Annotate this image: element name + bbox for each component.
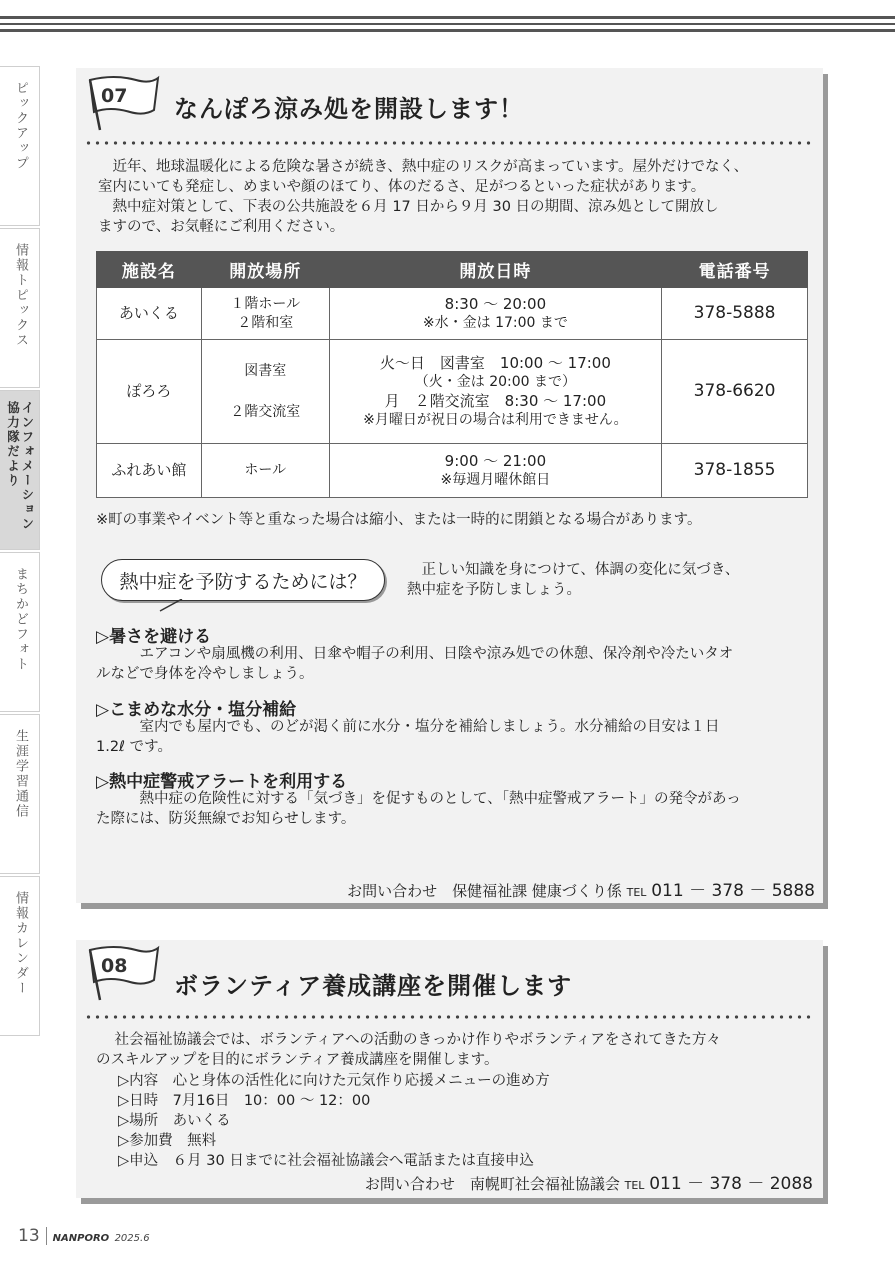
contact-number: 011 － 378 － 2088 — [649, 1174, 813, 1194]
contact-line — [347, 876, 815, 901]
paragraph: ますので、お気軽にご利用ください。 — [98, 219, 345, 235]
tab-label: ピックアップ — [12, 81, 28, 171]
open-hours: 9:00 ～ 21:00 ※毎週月曜休館日 — [329, 444, 662, 498]
article-cool-spot — [76, 68, 823, 903]
article-number: 08 — [101, 955, 128, 977]
event-details — [118, 1071, 798, 1171]
open-place: １階ホール ２階和室 — [201, 288, 329, 340]
open-hours: 8:30 ～ 20:00 ※水・金は 17:00 まで — [329, 288, 662, 340]
column-header: 電話番号 — [662, 252, 808, 288]
article-volunteer — [76, 940, 823, 1198]
bubble-tail — [156, 598, 186, 617]
tab-label: インフォメーション協力隊だより — [5, 401, 35, 532]
tab-topics[interactable] — [0, 228, 40, 388]
facility-name: ぽろろ — [97, 340, 202, 444]
section-body: 室内でも屋内でも、のどが渇く前に水分・塩分を補給しましょう。水分補給の目安は１日 1.2ℓ です。 — [96, 719, 720, 755]
section-heading: ▷熱中症警戒アラートを利用する — [96, 772, 348, 792]
issue-date: 2025.6 — [114, 1233, 150, 1244]
paragraph: 近年、地球温暖化による危険な暑さが続き、熱中症のリスクが高まっています。屋外だけでなく、 — [112, 159, 749, 175]
contact-label: お問い合わせ 南幌町社会福祉協議会 — [364, 1175, 620, 1193]
tab-lifelong-learning[interactable] — [0, 714, 40, 874]
paragraph: 室内にいても発症し、めまいや顔のほてり、体のだるさ、足がつるといった症状があります。 — [98, 179, 706, 195]
dotted-divider — [84, 140, 815, 146]
open-place: 図書室 ２階交流室 — [201, 340, 329, 444]
magazine-brand: NANPORO — [52, 1233, 110, 1244]
detail-item: ▷申込 ６月 30 日までに社会福祉協議会へ電話または直接申込 — [118, 1153, 534, 1169]
paragraph: 熱中症対策として、下表の公共施設を６月 17 日から９月 30 日の期間、涼み処として開放し — [112, 199, 719, 215]
facility-name: ふれあい館 — [97, 444, 202, 498]
tab-label: 情報カレンダー — [12, 891, 28, 996]
tab-information[interactable] — [0, 390, 40, 550]
detail-item: ▷場所 あいくる — [118, 1113, 231, 1129]
tab-photo[interactable] — [0, 552, 40, 712]
page-footer — [18, 1226, 150, 1246]
contact-number: 011 － 378 － 5888 — [651, 881, 815, 901]
facility-name: あいくる — [97, 288, 202, 340]
tel-mark: TEL — [626, 886, 647, 899]
column-header: 開放場所 — [201, 252, 329, 288]
open-hours: 火～日 図書室 10:00 ～ 17:00 （火・金は 20:00 まで） 月 ２階交流室 8:30 ～ 17:00 ※月曜日が祝日の場合は利用できません。 — [329, 340, 662, 444]
phone-number: 378-1855 — [662, 444, 808, 498]
article-number: 07 — [101, 85, 128, 107]
section-body: エアコンや扇風機の利用、日傘や帽子の利用、日陰や涼み処での休憩、保冷剤や冷たいタオ ルなどで身体を冷やしましょう。 — [96, 646, 734, 682]
contact-line — [365, 1169, 813, 1194]
speech-bubble — [101, 559, 385, 601]
tab-label: 情報トピックス — [12, 243, 28, 348]
header-rule — [0, 29, 895, 32]
bubble-text: 熱中症を予防するためには？ — [119, 570, 367, 593]
table-row — [97, 340, 808, 444]
column-header: 開放日時 — [329, 252, 662, 288]
phone-number: 378-5888 — [662, 288, 808, 340]
tab-label: まちかどフォト — [12, 567, 28, 672]
detail-item: ▷日時 7月16日 10：00 ～ 12：00 — [118, 1093, 371, 1109]
dotted-divider — [84, 1014, 815, 1020]
tab-calendar[interactable] — [0, 876, 40, 1036]
tab-pickup[interactable] — [0, 66, 40, 226]
facility-table — [96, 251, 808, 498]
page-number: 13 — [18, 1226, 40, 1246]
table-header-row — [97, 252, 808, 288]
column-header: 施設名 — [97, 252, 202, 288]
phone-number: 378-6620 — [662, 340, 808, 444]
header-rule — [0, 16, 895, 19]
tel-mark: TEL — [624, 1179, 645, 1192]
contact-label: お問い合わせ 保健福祉課 健康づくり係 — [347, 882, 622, 900]
bubble-side-text: 正しい知識を身につけて、体調の変化に気づき、 熱中症を予防しましょう。 — [407, 562, 740, 598]
open-place: ホール — [201, 444, 329, 498]
tab-label: 生涯学習通信 — [12, 729, 28, 819]
intro-text — [98, 157, 818, 237]
table-note: ※町の事業やイベント等と重なった場合は縮小、または一時的に閉鎖となる場合があります。 — [96, 512, 702, 528]
intro-text: 社会福祉協議会では、ボランティアへの活動のきっかけ作りやボランティアをされてきた方々 のスキルアップを目的にボランティア養成講座を開催します。 — [96, 1032, 721, 1068]
header-rule — [0, 23, 895, 25]
section-heading: ▷こまめな水分・塩分補給 — [96, 700, 297, 720]
article-title: ボランティア養成講座を開催します — [174, 972, 573, 1000]
detail-item: ▷内容 心と身体の活性化に向けた元気作り応援メニューの進め方 — [118, 1073, 550, 1089]
table-row — [97, 444, 808, 498]
detail-item: ▷参加費 無料 — [118, 1133, 217, 1149]
article-title: なんぽろ涼み処を開設します！ — [174, 95, 524, 123]
table-row — [97, 288, 808, 340]
section-body: 熱中症の危険性に対する「気づき」を促すものとして、「熱中症警戒アラート」の発令があっ た際には、防災無線でお知らせします。 — [96, 791, 741, 827]
section-heading: ▷暑さを避ける — [96, 627, 212, 647]
